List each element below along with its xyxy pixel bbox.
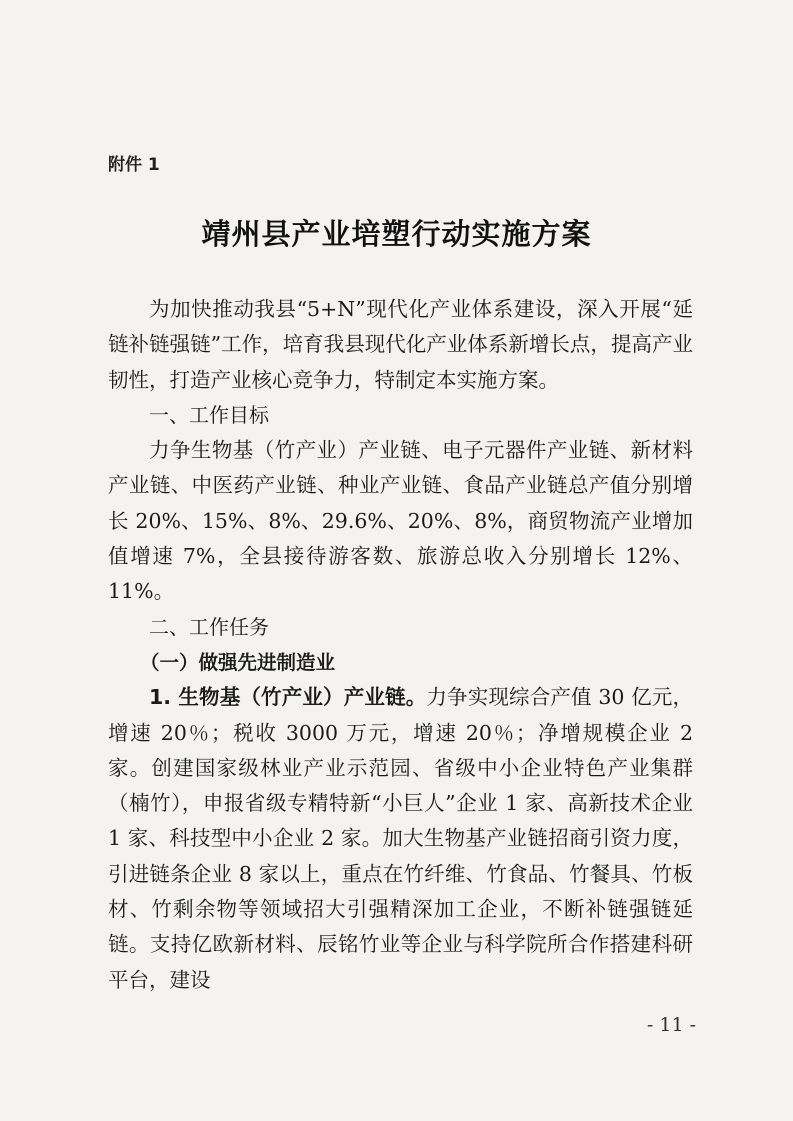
page-number: - 11 -: [646, 1014, 696, 1036]
document-body: [108, 292, 693, 998]
document-title: 靖州县产业培塑行动实施方案: [201, 217, 592, 251]
section-heading-goals: 一、工作目标: [149, 402, 269, 427]
goals-paragraph: 力争生物基（竹产业）产业链、电子元器件产业链、新材料产业链、中医药产业链、种业产业链、食品产业链总产值分别增长 20%、15%、8%、29.6%、20%、8%，商贸物流产业增加值增速 7%，全县接待游客数、旅游总收入分别增长 12%、11%。: [108, 438, 693, 604]
item-body-bamboo: 力争实现综合产值 30 亿元，增速 20％；税收 3000 万元，增速 20％；净增规模企业 2 家。创建国家级林业产业示范园、省级中小企业特色产业集群（楠竹），申报省级专精特新“小巨人”企业 1 家、高新技术企业 1 家、科技型中小企业 2 家。加大生物基产业链招商引资力度，引进链条企业 8 家以上，重点在竹纤维、竹食品、竹餐具、竹板材、竹剩余物等领域招大引强精深加工企业，不断补链强链延链。支持亿欧新材料、辰铭竹业等企业与科学院所合作搭建科研平台，建设: [108, 685, 693, 992]
subsection-heading-manufacturing: （一）做强先进制造业: [140, 650, 336, 674]
attachment-label: 附件 1: [108, 155, 160, 175]
item-lead-bamboo: 1. 生物基（竹产业）产业链。: [149, 685, 427, 710]
item-paragraph-bamboo: [108, 680, 693, 998]
section-heading-tasks: 二、工作任务: [149, 614, 269, 639]
intro-paragraph: 为加快推动我县“5+N”现代化产业体系建设，深入开展“延链补链强链”工作，培育我县现代化产业体系新增长点，提高产业韧性，打造产业核心竞争力，特制定本实施方案。: [108, 297, 693, 392]
